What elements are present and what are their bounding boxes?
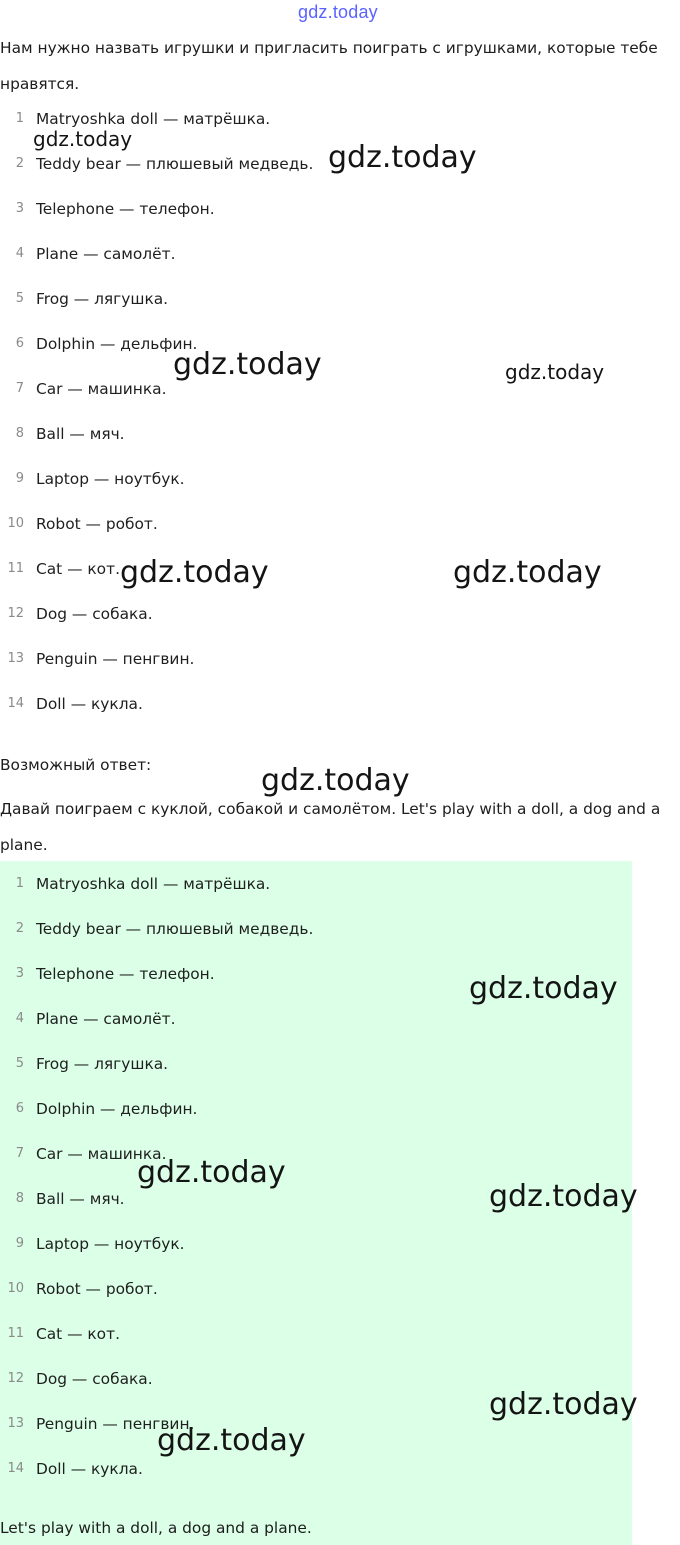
- list-item-text: Plane — самолёт.: [36, 1009, 176, 1028]
- list-item-number: 13: [7, 650, 24, 666]
- list-item-number: 11: [7, 1325, 24, 1341]
- watermark-text: gdz.today: [173, 347, 322, 382]
- watermark-text: gdz.today: [469, 971, 618, 1006]
- list-item-text: Penguin — пенгвин.: [36, 649, 195, 668]
- watermark-text: gdz.today: [453, 555, 602, 590]
- list-item: [0, 96, 380, 141]
- list-item-text: Car — машинка.: [36, 379, 167, 398]
- list-item: [0, 1086, 380, 1131]
- task-intro-text: Нам нужно назвать игрушки и пригласить поиграть с игрушками, которые тебе нравятся.: [0, 39, 658, 93]
- list-item: [0, 591, 380, 636]
- list-item-text: Robot — робот.: [36, 514, 158, 533]
- list-item-text: Dog — собака.: [36, 1369, 153, 1388]
- list-item-number: 12: [7, 1370, 24, 1386]
- list-item: [0, 1041, 380, 1086]
- list-item-number: 6: [15, 1100, 24, 1116]
- list-item-text: Cat — кот.: [36, 1324, 120, 1343]
- list-item-number: 10: [7, 1280, 24, 1296]
- list-item: [0, 141, 380, 186]
- list-item: [0, 636, 380, 681]
- watermark-text: gdz.today: [489, 1179, 638, 1214]
- list-item: [0, 366, 380, 411]
- list-item: [0, 231, 380, 276]
- list-item-number: 4: [15, 245, 24, 261]
- list-item-text: Ball — мяч.: [36, 1189, 125, 1208]
- list-item: [0, 1446, 380, 1491]
- list-item-number: 14: [7, 695, 24, 711]
- list-item-number: 4: [15, 1010, 24, 1026]
- list-item-number: 13: [7, 1415, 24, 1431]
- list-item: [0, 456, 380, 501]
- list-item-number: 7: [15, 1145, 24, 1161]
- watermark-text: gdz.today: [33, 127, 133, 151]
- list-item-text: Matryoshka doll — матрёшка.: [36, 109, 271, 128]
- watermark-text: gdz.today: [137, 1155, 286, 1190]
- list-item-text: Robot — робот.: [36, 1279, 158, 1298]
- list-item-text: Laptop — ноутбук.: [36, 469, 185, 488]
- list-item-number: 12: [7, 605, 24, 621]
- list-item-number: 3: [15, 200, 24, 216]
- list-item: [0, 411, 380, 456]
- list-item: [0, 1401, 380, 1446]
- list-item-text: Dolphin — дельфин.: [36, 334, 198, 353]
- list-item-text: Teddy bear — плюшевый медведь.: [36, 919, 314, 938]
- list-item-number: 6: [15, 335, 24, 351]
- answer-final-text: Let's play with a doll, a dog and a plane.: [0, 1519, 312, 1537]
- list-item: [0, 996, 380, 1041]
- answer-text: Давай поиграем с куклой, собакой и самолётом. Let's play with a doll, a dog and a plane.: [0, 800, 661, 854]
- list-item: [0, 546, 380, 591]
- list-item-text: Matryoshka doll — матрёшка.: [36, 874, 271, 893]
- list-item-text: Cat — кот.: [36, 559, 120, 578]
- watermark-text: gdz.today: [505, 360, 605, 384]
- list-item-number: 3: [15, 965, 24, 981]
- list-item-number: 10: [7, 515, 24, 531]
- watermark-text: gdz.today: [157, 1423, 306, 1458]
- list-item-number: 9: [15, 470, 24, 486]
- watermark-text: gdz.today: [328, 140, 477, 175]
- list-item-text: Doll — кукла.: [36, 694, 143, 713]
- list-item-text: Dolphin — дельфин.: [36, 1099, 198, 1118]
- list-item-number: 8: [15, 425, 24, 441]
- toy-vocabulary-list: [0, 96, 380, 726]
- watermark-text: gdz.today: [120, 555, 269, 590]
- list-item: [0, 186, 380, 231]
- list-item: [0, 1311, 380, 1356]
- list-item-text: Car — машинка.: [36, 1144, 167, 1163]
- list-item: [0, 501, 380, 546]
- answer-label: Возможный ответ:: [0, 756, 152, 774]
- list-item-number: 2: [15, 155, 24, 171]
- list-item: [0, 1356, 380, 1401]
- list-item-text: Frog — лягушка.: [36, 289, 169, 308]
- list-item-text: Frog — лягушка.: [36, 1054, 169, 1073]
- list-item: [0, 681, 380, 726]
- answer-vocabulary-list: [0, 861, 380, 1491]
- list-item-text: Teddy bear — плюшевый медведь.: [36, 154, 314, 173]
- list-item: [0, 906, 380, 951]
- list-item: [0, 321, 380, 366]
- list-item-text: Telephone — телефон.: [36, 199, 215, 218]
- list-item-text: Plane — самолёт.: [36, 244, 176, 263]
- list-item-number: 5: [15, 290, 24, 306]
- list-item-text: Ball — мяч.: [36, 424, 125, 443]
- watermark-text: gdz.today: [489, 1387, 638, 1422]
- list-item-text: Laptop — ноутбук.: [36, 1234, 185, 1253]
- list-item-number: 5: [15, 1055, 24, 1071]
- list-item: [0, 861, 380, 906]
- list-item-text: Doll — кукла.: [36, 1459, 143, 1478]
- list-item: [0, 1221, 380, 1266]
- list-item: [0, 1266, 380, 1311]
- list-item: [0, 1176, 380, 1221]
- list-item-number: 2: [15, 920, 24, 936]
- list-item-number: 9: [15, 1235, 24, 1251]
- list-item-text: Penguin — пенгвин.: [36, 1414, 195, 1433]
- watermark-text: gdz.today: [261, 763, 410, 798]
- list-item-number: 7: [15, 380, 24, 396]
- list-item: [0, 1131, 380, 1176]
- list-item-number: 14: [7, 1460, 24, 1476]
- list-item-number: 1: [15, 875, 24, 891]
- list-item-number: 1: [15, 110, 24, 126]
- list-item: [0, 276, 380, 321]
- list-item-number: 11: [7, 560, 24, 576]
- list-item-text: Dog — собака.: [36, 604, 153, 623]
- site-watermark-header: gdz.today: [298, 2, 378, 22]
- list-item-text: Telephone — телефон.: [36, 964, 215, 983]
- list-item: [0, 951, 380, 996]
- list-item-number: 8: [15, 1190, 24, 1206]
